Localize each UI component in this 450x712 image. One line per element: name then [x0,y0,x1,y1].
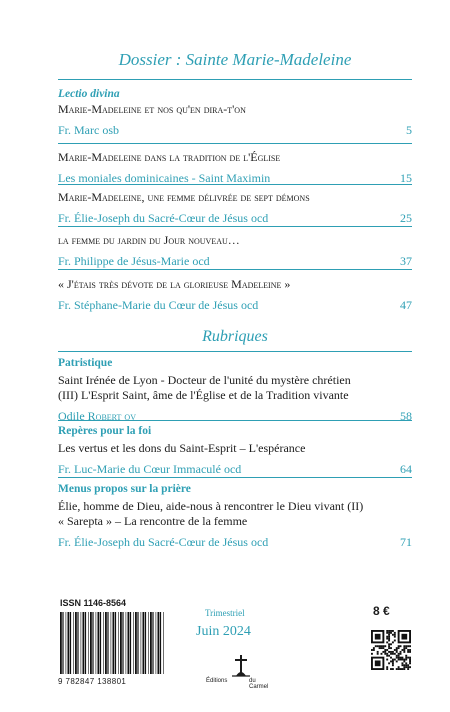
entry-rule [58,269,412,270]
back-cover-footer [58,598,412,708]
entry-page: 15 [400,171,412,185]
toc-entry[interactable] [58,233,412,269]
issn: ISSN 1146-8564 [60,598,127,608]
rubric-reperes[interactable] [58,425,412,477]
price: 8 € [373,604,390,618]
rubric-author: Odile Robert ov [58,409,136,423]
toc-entry[interactable] [58,277,412,313]
toc-entry[interactable] [58,102,412,138]
frequency: Trimestriel [205,608,245,618]
rubric-author: Fr. Élie-Joseph du Sacré-Cœur de Jésus ocd [58,535,269,549]
rubric-menus-propos[interactable] [58,483,412,550]
rubric-author: Fr. Luc-Marie du Cœur Immaculé ocd [58,462,242,476]
entry-author: Fr. Stéphane-Marie du Cœur de Jésus ocd [58,298,259,312]
entry-title: la femme du jardin du Jour nouveau… [58,233,240,247]
entry-page: 37 [400,254,412,268]
title-rule [58,79,412,80]
publisher-logo: Éditions du Carmel [206,654,276,694]
entry-title: Marie-Madeleine, une femme délivrée de sept démons [58,190,310,204]
entry-page: 5 [406,123,412,137]
entry-rule [58,143,412,144]
rubric-rule [58,477,412,478]
carmel-cross-icon [206,654,276,678]
rubric-page: 71 [400,535,412,549]
barcode [58,612,166,674]
rubric-line: Élie, homme de Dieu, aide-nous à rencontrer le Dieu vivant (II) [58,499,364,513]
entry-rule [58,226,412,227]
rubric-heading: Menus propos sur la prière [58,483,191,495]
entry-page: 47 [400,298,412,312]
entry-page: 25 [400,211,412,225]
rubric-line: Les vertus et les dons du Saint-Esprit – L'espérance [58,441,306,455]
rubric-line: (III) L'Esprit Saint, âme de l'Église et de la Tradition vivante [58,388,349,402]
entry-author: Fr. Philippe de Jésus-Marie ocd [58,254,210,268]
rubric-line: « Sarepta » – La rencontre de la femme [58,514,248,528]
entry-author: Fr. Marc osb [58,123,119,137]
entry-author: Les moniales dominicaines - Saint Maximin [58,171,271,185]
rubric-page: 58 [400,409,412,423]
barcode-number: 9 782847 138801 [58,677,127,686]
rubric-rule [58,420,412,421]
issue-date: Juin 2024 [196,624,251,639]
dossier-title: Dossier : Sainte Marie-Madeleine [118,50,352,69]
rubric-heading: Repères pour la foi [58,425,152,437]
lectio-heading: Lectio divina [58,88,120,100]
rubriques-rule [58,351,412,352]
qr-code-icon [371,630,411,670]
rubriques-title: Rubriques [202,328,268,345]
entry-title: Marie-Madeleine dans la tradition de l'Église [58,150,281,164]
rubric-patristique[interactable] [58,357,412,424]
rubric-line: Saint Irénée de Lyon - Docteur de l'unité du mystère chrétien [58,373,351,387]
toc-entry[interactable] [58,150,412,186]
entry-title: « J'étais très dévote de la glorieuse Madeleine » [58,277,291,291]
toc-entry[interactable] [58,190,412,226]
rubric-page: 64 [400,462,412,476]
entry-title: Marie-Madeleine et nos qu'en dira-t'on [58,102,246,116]
entry-rule [58,184,412,185]
entry-author: Fr. Élie-Joseph du Sacré-Cœur de Jésus ocd [58,211,269,225]
rubric-heading: Patristique [58,357,113,369]
